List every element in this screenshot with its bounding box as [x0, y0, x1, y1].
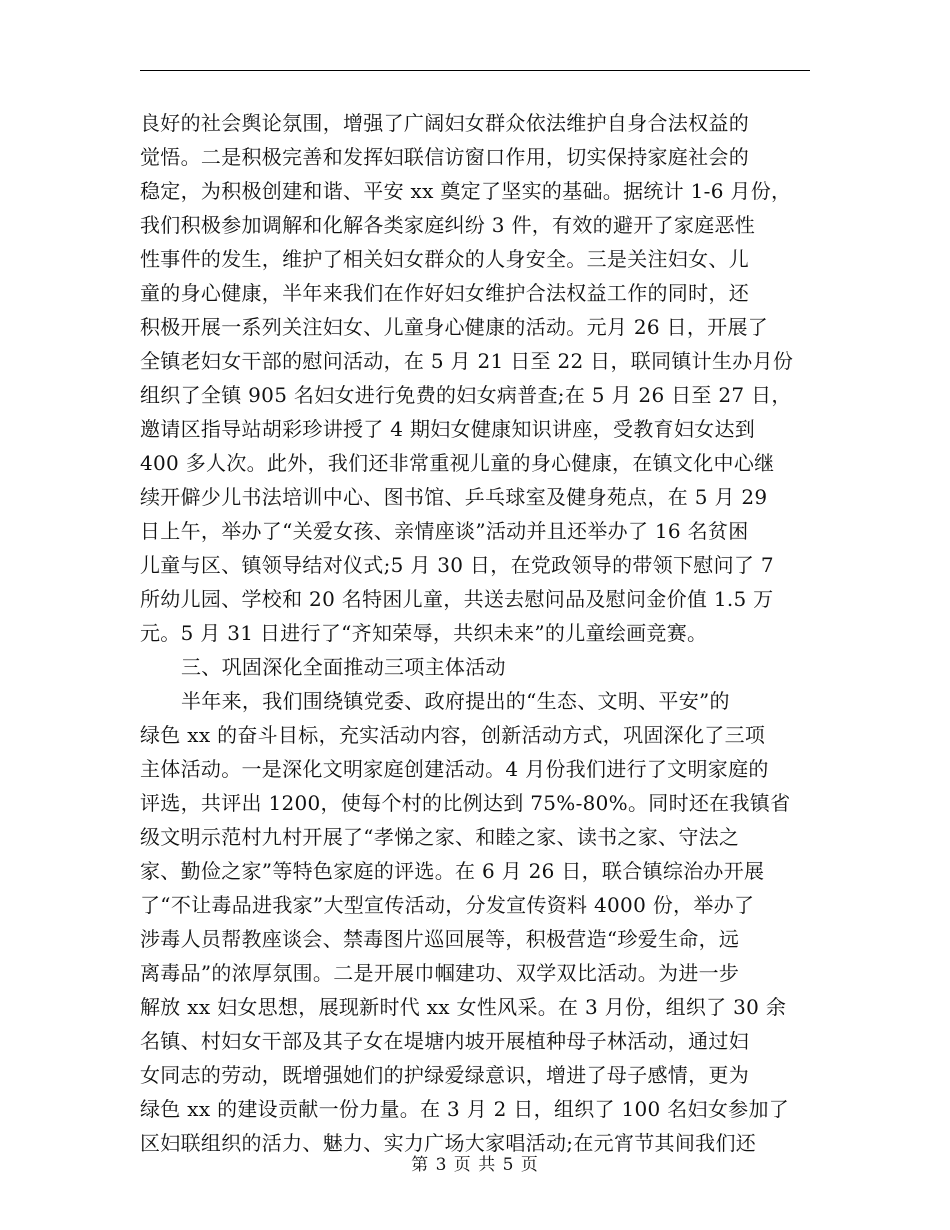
- page-number-footer: 第 3 页 共 5 页: [411, 1155, 539, 1175]
- text-line: 元。5 月 31 日进行了“齐知荣辱，共织未来”的儿童绘画竞赛。: [140, 621, 708, 645]
- text-line: 400 多人次。此外，我们还非常重视儿童的身心健康，在镇文化中心继: [140, 451, 775, 475]
- text-line: 觉悟。二是积极完善和发挥妇联信访窗口作用，切实保持家庭社会的: [140, 145, 749, 169]
- text-line: 稳定，为积极创建和谐、平安 xx 奠定了坚实的基础。据统计 1-6 月份，: [140, 179, 792, 203]
- text-line: 所幼儿园、学校和 20 名特困儿童，共送去慰问品及慰问金价值 1.5 万: [140, 587, 774, 611]
- text-line: 主体活动。一是深化文明家庭创建活动。4 月份我们进行了文明家庭的: [140, 757, 769, 781]
- text-line: 家、勤俭之家”等特色家庭的评选。在 6 月 26 日，联合镇综治办开展: [140, 859, 765, 883]
- text-line: 积极开展一系列关注妇女、儿童身心健康的活动。元月 26 日，开展了: [140, 315, 769, 339]
- text-line: 了“不让毒品进我家”大型宣传活动，分发宣传资料 4000 份，举办了: [140, 893, 755, 917]
- text-line: 名镇、村妇女干部及其子女在堤塘内坡开展植种母子林活动，通过妇: [140, 1029, 749, 1053]
- text-line: 级文明示范村九村开展了“孝悌之家、和睦之家、读书之家、守法之: [140, 825, 740, 849]
- text-line: 儿童与区、镇领导结对仪式;5 月 30 日，在党政领导的带领下慰问了 7: [140, 553, 774, 577]
- text-line: 评选，共评出 1200，使每个村的比例达到 75%-80%。同时还在我镇省: [140, 791, 791, 815]
- text-line: 性事件的发生，维护了相关妇女群众的人身安全。三是关注妇女、儿: [140, 247, 749, 271]
- text-line: 全镇老妇女干部的慰问活动，在 5 月 21 日至 22 日，联同镇计生办月份: [140, 349, 794, 373]
- text-line: 离毒品”的浓厚氛围。二是开展巾帼建功、双学双比活动。为进一步: [140, 961, 740, 985]
- text-line: 绿色 xx 的奋斗目标，充实活动内容，创新活动方式，巩固深化了三项: [140, 723, 766, 747]
- section-heading: 三、巩固深化全面推动三项主体活动: [181, 655, 506, 679]
- document-body: [140, 106, 810, 1160]
- paragraph-first-line: 半年来，我们围绕镇党委、政府提出的“生态、文明、平安”的: [181, 689, 730, 713]
- text-line: 区妇联组织的活力、魅力、实力广场大家唱活动;在元宵节其间我们还: [140, 1131, 757, 1155]
- text-line: 良好的社会舆论氛围，增强了广阔妇女群众依法维护自身合法权益的: [140, 111, 749, 135]
- text-line: 涉毒人员帮教座谈会、禁毒图片巡回展等，积极营造“珍爱生命，远: [140, 927, 740, 951]
- text-line: 女同志的劳动，既增强她们的护绿爱绿意识，增进了母子感情，更为: [140, 1063, 749, 1087]
- text-line: 组织了全镇 905 名妇女进行免费的妇女病普查;在 5 月 26 日至 27 日，: [140, 383, 792, 407]
- text-line: 绿色 xx 的建设贡献一份力量。在 3 月 2 日，组织了 100 名妇女参加了: [140, 1097, 790, 1121]
- text-line: 我们积极参加调解和化解各类家庭纠纷 3 件，有效的避开了家庭恶性: [140, 213, 756, 237]
- text-line: 续开僻少儿书法培训中心、图书馆、乒乓球室及健身苑点，在 5 月 29: [140, 485, 768, 509]
- text-line: 解放 xx 妇女思想，展现新时代 xx 女性风采。在 3 月份，组织了 30 余: [140, 995, 787, 1019]
- header-rule: [140, 70, 810, 71]
- text-line: 邀请区指导站胡彩珍讲授了 4 期妇女健康知识讲座，受教育妇女达到: [140, 417, 756, 441]
- text-line: 日上午，举办了“关爱女孩、亲情座谈”活动并且还举办了 16 名贫困: [140, 519, 749, 543]
- text-line: 童的身心健康，半年来我们在作好妇女维护合法权益工作的同时，还: [140, 281, 749, 305]
